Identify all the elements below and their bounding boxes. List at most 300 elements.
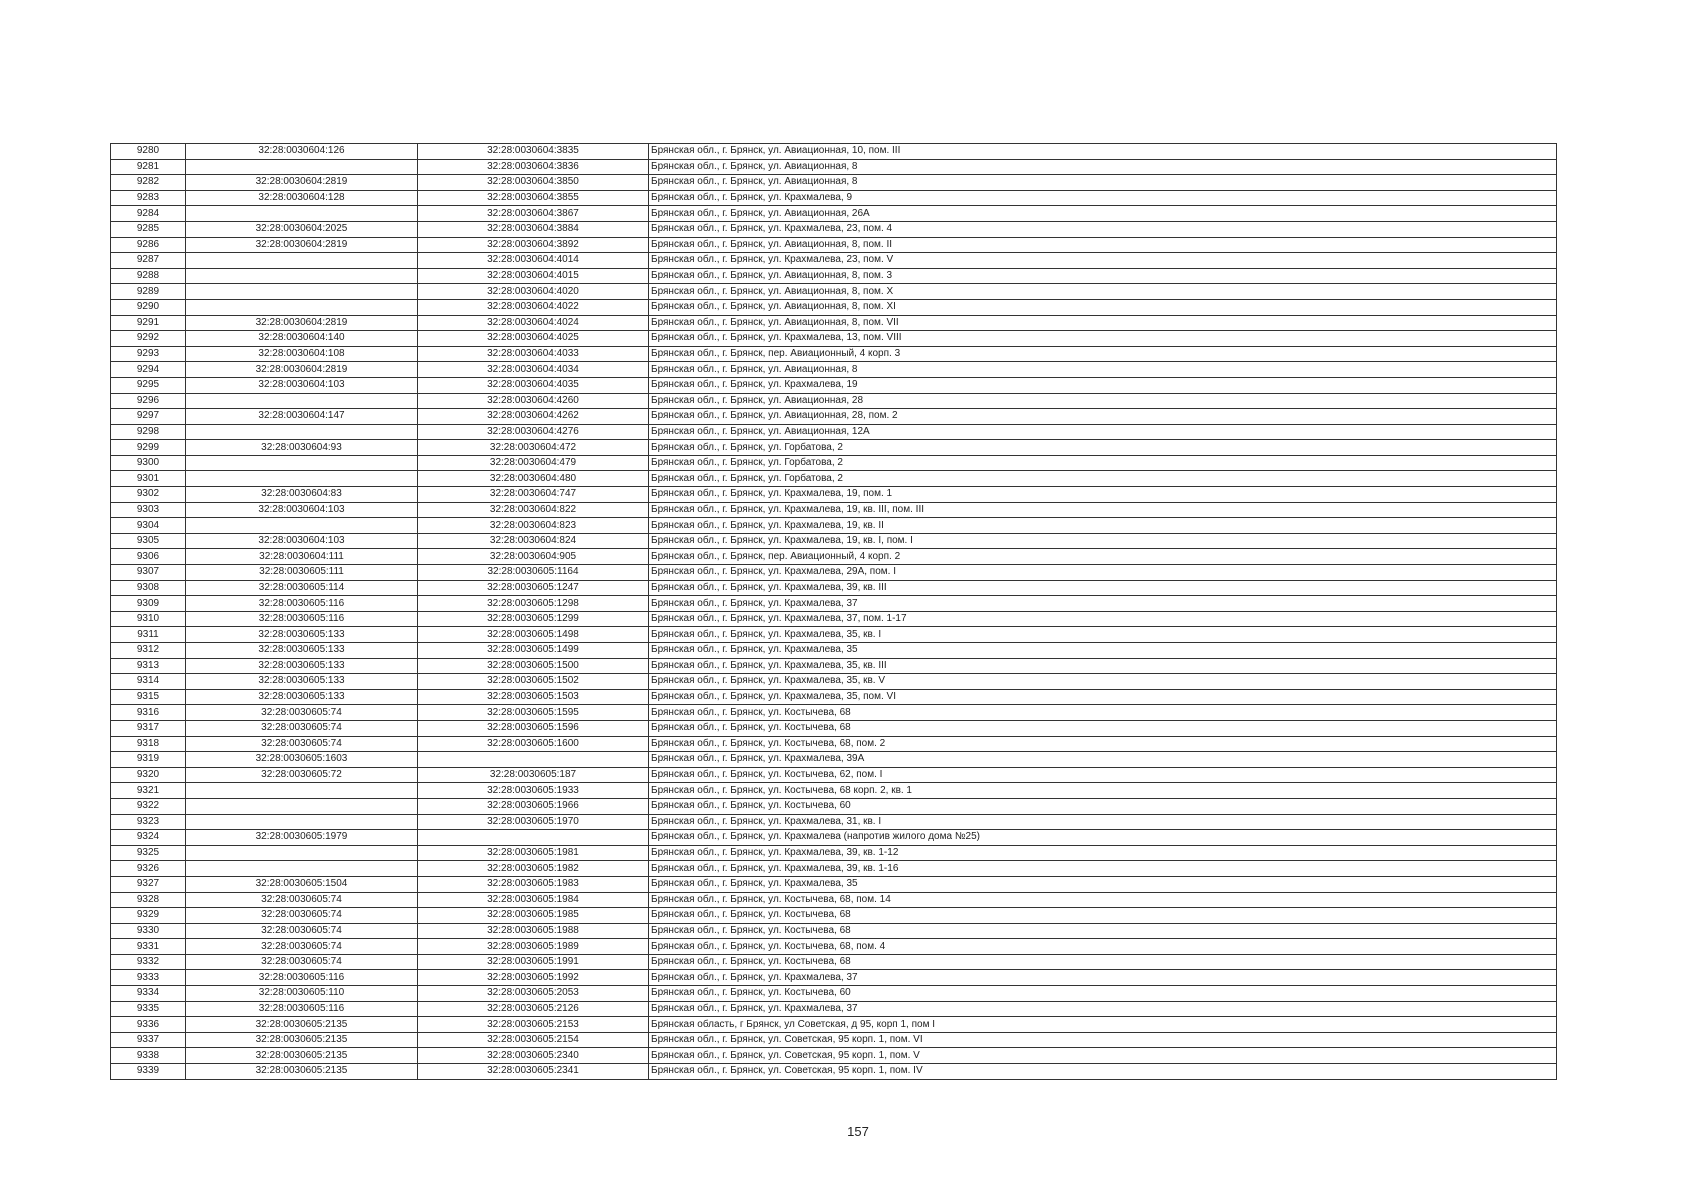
cadastral-number-cell: 32:28:0030605:2053 <box>418 986 649 1002</box>
table-row <box>111 549 1557 565</box>
table-row <box>111 299 1557 315</box>
cadastral-number-cell: 32:28:0030604:472 <box>418 440 649 456</box>
address-cell: Брянская обл., г. Брянск, ул. Авиационная, 28, пом. 2 <box>649 409 1557 425</box>
cadastral-number-cell: 32:28:0030605:1985 <box>418 908 649 924</box>
parent-cadastral-number-cell: 32:28:0030605:74 <box>186 720 418 736</box>
parent-cadastral-number-cell <box>186 253 418 269</box>
row-number-cell: 9307 <box>111 565 186 581</box>
address-cell: Брянская обл., г. Брянск, ул. Костычева, 62, пом. I <box>649 767 1557 783</box>
table-row <box>111 658 1557 674</box>
cadastral-number-cell: 32:28:0030604:3884 <box>418 221 649 237</box>
table-row <box>111 424 1557 440</box>
row-number-cell: 9289 <box>111 284 186 300</box>
parent-cadastral-number-cell: 32:28:0030605:114 <box>186 580 418 596</box>
address-cell: Брянская обл., г. Брянск, ул. Авиационная, 10, пом. III <box>649 144 1557 160</box>
row-number-cell: 9322 <box>111 798 186 814</box>
row-number-cell: 9283 <box>111 190 186 206</box>
table-row <box>111 393 1557 409</box>
address-cell: Брянская обл., г. Брянск, ул. Крахмалева, 19, кв. III, пом. III <box>649 502 1557 518</box>
row-number-cell: 9319 <box>111 752 186 768</box>
parent-cadastral-number-cell: 32:28:0030604:103 <box>186 377 418 393</box>
parent-cadastral-number-cell: 32:28:0030605:2135 <box>186 1032 418 1048</box>
table-row <box>111 689 1557 705</box>
address-cell: Брянская обл., г. Брянск, ул. Крахмалева, 19, кв. I, пом. I <box>649 533 1557 549</box>
table-row <box>111 221 1557 237</box>
cadastral-number-cell: 32:28:0030604:3836 <box>418 159 649 175</box>
parent-cadastral-number-cell: 32:28:0030605:1603 <box>186 752 418 768</box>
parent-cadastral-number-cell: 32:28:0030605:116 <box>186 596 418 612</box>
parent-cadastral-number-cell <box>186 424 418 440</box>
parent-cadastral-number-cell: 32:28:0030604:2025 <box>186 221 418 237</box>
parent-cadastral-number-cell: 32:28:0030605:74 <box>186 923 418 939</box>
table-row <box>111 986 1557 1002</box>
address-cell: Брянская обл., г. Брянск, ул. Крахмалева, 35, пом. VI <box>649 689 1557 705</box>
row-number-cell: 9292 <box>111 331 186 347</box>
address-cell: Брянская обл., г. Брянск, ул. Костычева, 68, пом. 4 <box>649 939 1557 955</box>
row-number-cell: 9290 <box>111 299 186 315</box>
table-row <box>111 409 1557 425</box>
table-row <box>111 908 1557 924</box>
row-number-cell: 9294 <box>111 362 186 378</box>
row-number-cell: 9312 <box>111 643 186 659</box>
address-cell: Брянская обл., г. Брянск, ул. Авиационная, 8, пом. VII <box>649 315 1557 331</box>
cadastral-number-cell: 32:28:0030604:905 <box>418 549 649 565</box>
cadastral-number-cell: 32:28:0030604:4015 <box>418 268 649 284</box>
address-cell: Брянская обл., г. Брянск, ул. Крахмалева, 35 <box>649 876 1557 892</box>
cadastral-number-cell: 32:28:0030604:823 <box>418 518 649 534</box>
table-row <box>111 643 1557 659</box>
row-number-cell: 9316 <box>111 705 186 721</box>
cadastral-number-cell: 32:28:0030604:4024 <box>418 315 649 331</box>
row-number-cell: 9329 <box>111 908 186 924</box>
cadastral-number-cell: 32:28:0030605:1596 <box>418 720 649 736</box>
parent-cadastral-number-cell <box>186 284 418 300</box>
cadastral-number-cell <box>418 752 649 768</box>
table-row <box>111 377 1557 393</box>
parent-cadastral-number-cell <box>186 299 418 315</box>
address-cell: Брянская область, г Брянск, ул Советская, д 95, корп 1, пом I <box>649 1017 1557 1033</box>
row-number-cell: 9296 <box>111 393 186 409</box>
row-number-cell: 9298 <box>111 424 186 440</box>
row-number-cell: 9320 <box>111 767 186 783</box>
parent-cadastral-number-cell: 32:28:0030605:1979 <box>186 830 418 846</box>
address-cell: Брянская обл., г. Брянск, ул. Крахмалева, 35, кв. III <box>649 658 1557 674</box>
parent-cadastral-number-cell: 32:28:0030605:116 <box>186 970 418 986</box>
cadastral-number-cell: 32:28:0030605:1992 <box>418 970 649 986</box>
row-number-cell: 9334 <box>111 986 186 1002</box>
table-row <box>111 892 1557 908</box>
table-row <box>111 611 1557 627</box>
cadastral-number-cell: 32:28:0030605:1989 <box>418 939 649 955</box>
cadastral-number-cell: 32:28:0030605:1970 <box>418 814 649 830</box>
parent-cadastral-number-cell: 32:28:0030604:108 <box>186 346 418 362</box>
cadastral-number-cell: 32:28:0030604:4014 <box>418 253 649 269</box>
cadastral-number-cell: 32:28:0030604:4034 <box>418 362 649 378</box>
row-number-cell: 9318 <box>111 736 186 752</box>
address-cell: Брянская обл., г. Брянск, ул. Крахмалева, 35 <box>649 643 1557 659</box>
parent-cadastral-number-cell <box>186 455 418 471</box>
cadastral-number-cell: 32:28:0030604:3867 <box>418 206 649 222</box>
table-row <box>111 518 1557 534</box>
address-cell: Брянская обл., г. Брянск, ул. Авиационная, 8, пом. X <box>649 284 1557 300</box>
row-number-cell: 9338 <box>111 1048 186 1064</box>
row-number-cell: 9284 <box>111 206 186 222</box>
row-number-cell: 9336 <box>111 1017 186 1033</box>
table-row <box>111 767 1557 783</box>
parent-cadastral-number-cell: 32:28:0030605:133 <box>186 643 418 659</box>
address-cell: Брянская обл., г. Брянск, ул. Костычева, 68 корп. 2, кв. 1 <box>649 783 1557 799</box>
table-row <box>111 346 1557 362</box>
cadastral-number-cell: 32:28:0030605:1991 <box>418 954 649 970</box>
cadastral-number-cell: 32:28:0030605:1984 <box>418 892 649 908</box>
parent-cadastral-number-cell: 32:28:0030605:72 <box>186 767 418 783</box>
address-cell: Брянская обл., г. Брянск, ул. Крахмалева, 37, пом. 1-17 <box>649 611 1557 627</box>
cadastral-number-cell: 32:28:0030605:1298 <box>418 596 649 612</box>
parent-cadastral-number-cell: 32:28:0030604:93 <box>186 440 418 456</box>
parent-cadastral-number-cell: 32:28:0030605:2135 <box>186 1064 418 1080</box>
parent-cadastral-number-cell <box>186 159 418 175</box>
parent-cadastral-number-cell <box>186 393 418 409</box>
row-number-cell: 9326 <box>111 861 186 877</box>
table-row <box>111 253 1557 269</box>
table-row <box>111 565 1557 581</box>
parent-cadastral-number-cell <box>186 206 418 222</box>
row-number-cell: 9324 <box>111 830 186 846</box>
row-number-cell: 9285 <box>111 221 186 237</box>
row-number-cell: 9293 <box>111 346 186 362</box>
cadastral-number-cell: 32:28:0030605:187 <box>418 767 649 783</box>
address-cell: Брянская обл., г. Брянск, ул. Авиационная, 28 <box>649 393 1557 409</box>
parent-cadastral-number-cell: 32:28:0030605:133 <box>186 689 418 705</box>
row-number-cell: 9308 <box>111 580 186 596</box>
address-cell: Брянская обл., г. Брянск, ул. Авиационная, 8 <box>649 175 1557 191</box>
address-cell: Брянская обл., г. Брянск, ул. Костычева, 68 <box>649 705 1557 721</box>
cadastral-number-cell: 32:28:0030605:1247 <box>418 580 649 596</box>
table-row <box>111 596 1557 612</box>
cadastral-number-cell: 32:28:0030604:3850 <box>418 175 649 191</box>
cadastral-number-cell: 32:28:0030605:1500 <box>418 658 649 674</box>
cadastral-number-cell: 32:28:0030605:1164 <box>418 565 649 581</box>
row-number-cell: 9301 <box>111 471 186 487</box>
cadastral-number-cell: 32:28:0030605:1988 <box>418 923 649 939</box>
table-row <box>111 876 1557 892</box>
table-row <box>111 1001 1557 1017</box>
cadastral-number-cell: 32:28:0030604:4033 <box>418 346 649 362</box>
address-cell: Брянская обл., г. Брянск, ул. Костычева, 60 <box>649 798 1557 814</box>
row-number-cell: 9313 <box>111 658 186 674</box>
parent-cadastral-number-cell: 32:28:0030604:2819 <box>186 362 418 378</box>
cadastral-number-cell: 32:28:0030605:1600 <box>418 736 649 752</box>
row-number-cell: 9337 <box>111 1032 186 1048</box>
table-row <box>111 1017 1557 1033</box>
address-cell: Брянская обл., г. Брянск, ул. Авиационная, 8 <box>649 362 1557 378</box>
address-cell: Брянская обл., г. Брянск, ул. Авиационная, 8 <box>649 159 1557 175</box>
parent-cadastral-number-cell <box>186 471 418 487</box>
table-row <box>111 455 1557 471</box>
cadastral-number-cell: 32:28:0030605:1299 <box>418 611 649 627</box>
table-row <box>111 814 1557 830</box>
cadastral-number-cell: 32:28:0030605:2126 <box>418 1001 649 1017</box>
parent-cadastral-number-cell: 32:28:0030604:83 <box>186 487 418 503</box>
cadastral-number-cell: 32:28:0030605:2154 <box>418 1032 649 1048</box>
parent-cadastral-number-cell: 32:28:0030604:103 <box>186 533 418 549</box>
cadastral-number-cell: 32:28:0030604:4020 <box>418 284 649 300</box>
address-cell: Брянская обл., г. Брянск, ул. Костычева, 60 <box>649 986 1557 1002</box>
row-number-cell: 9328 <box>111 892 186 908</box>
address-cell: Брянская обл., г. Брянск, ул. Крахмалева, 29А, пом. I <box>649 565 1557 581</box>
address-cell: Брянская обл., г. Брянск, ул. Авиационная, 8, пом. 3 <box>649 268 1557 284</box>
table-row <box>111 440 1557 456</box>
parent-cadastral-number-cell: 32:28:0030605:74 <box>186 939 418 955</box>
row-number-cell: 9286 <box>111 237 186 253</box>
address-cell: Брянская обл., г. Брянск, ул. Крахмалева, 35, кв. V <box>649 674 1557 690</box>
row-number-cell: 9299 <box>111 440 186 456</box>
address-cell: Брянская обл., г. Брянск, пер. Авиационный, 4 корп. 2 <box>649 549 1557 565</box>
cadastral-number-cell: 32:28:0030604:747 <box>418 487 649 503</box>
address-cell: Брянская обл., г. Брянск, ул. Костычева, 68 <box>649 954 1557 970</box>
row-number-cell: 9317 <box>111 720 186 736</box>
row-number-cell: 9305 <box>111 533 186 549</box>
cadastral-number-cell: 32:28:0030604:822 <box>418 502 649 518</box>
row-number-cell: 9314 <box>111 674 186 690</box>
row-number-cell: 9335 <box>111 1001 186 1017</box>
table-row <box>111 736 1557 752</box>
cadastral-number-cell: 32:28:0030605:1933 <box>418 783 649 799</box>
parent-cadastral-number-cell: 32:28:0030604:2819 <box>186 175 418 191</box>
cadastral-number-cell: 32:28:0030604:479 <box>418 455 649 471</box>
address-cell: Брянская обл., г. Брянск, ул. Крахмалева, 37 <box>649 1001 1557 1017</box>
address-cell: Брянская обл., г. Брянск, ул. Костычева, 68 <box>649 720 1557 736</box>
cadastral-table <box>110 143 1557 1080</box>
cadastral-number-cell: 32:28:0030604:4262 <box>418 409 649 425</box>
row-number-cell: 9323 <box>111 814 186 830</box>
cadastral-number-cell: 32:28:0030605:1503 <box>418 689 649 705</box>
address-cell: Брянская обл., г. Брянск, ул. Горбатова, 2 <box>649 471 1557 487</box>
table-row <box>111 471 1557 487</box>
address-cell: Брянская обл., г. Брянск, ул. Крахмалева, 31, кв. I <box>649 814 1557 830</box>
address-cell: Брянская обл., г. Брянск, ул. Крахмалева, 39А <box>649 752 1557 768</box>
table-row <box>111 362 1557 378</box>
address-cell: Брянская обл., г. Брянск, ул. Крахмалева, 39, кв. 1-12 <box>649 845 1557 861</box>
table-row <box>111 315 1557 331</box>
cadastral-number-cell: 32:28:0030605:2341 <box>418 1064 649 1080</box>
page-number: 157 <box>847 1124 869 1139</box>
address-cell: Брянская обл., г. Брянск, ул. Крахмалева, 9 <box>649 190 1557 206</box>
cadastral-number-cell: 32:28:0030604:3835 <box>418 144 649 160</box>
cadastral-number-cell: 32:28:0030604:3855 <box>418 190 649 206</box>
address-cell: Брянская обл., г. Брянск, ул. Костычева, 68, пом. 14 <box>649 892 1557 908</box>
table-row <box>111 783 1557 799</box>
cadastral-number-cell: 32:28:0030604:4025 <box>418 331 649 347</box>
row-number-cell: 9311 <box>111 627 186 643</box>
row-number-cell: 9321 <box>111 783 186 799</box>
parent-cadastral-number-cell <box>186 861 418 877</box>
cadastral-number-cell: 32:28:0030604:824 <box>418 533 649 549</box>
address-cell: Брянская обл., г. Брянск, ул. Крахмалева, 19 <box>649 377 1557 393</box>
table-row <box>111 674 1557 690</box>
parent-cadastral-number-cell: 32:28:0030605:110 <box>186 986 418 1002</box>
table-row <box>111 720 1557 736</box>
cadastral-number-cell: 32:28:0030605:1982 <box>418 861 649 877</box>
table-row <box>111 923 1557 939</box>
row-number-cell: 9315 <box>111 689 186 705</box>
table-row <box>111 502 1557 518</box>
table-row <box>111 190 1557 206</box>
cadastral-number-cell: 32:28:0030605:1499 <box>418 643 649 659</box>
address-cell: Брянская обл., г. Брянск, ул. Костычева, 68 <box>649 908 1557 924</box>
row-number-cell: 9288 <box>111 268 186 284</box>
row-number-cell: 9339 <box>111 1064 186 1080</box>
table-row <box>111 284 1557 300</box>
cadastral-number-cell: 32:28:0030604:3892 <box>418 237 649 253</box>
row-number-cell: 9303 <box>111 502 186 518</box>
cadastral-number-cell: 32:28:0030604:4035 <box>418 377 649 393</box>
parent-cadastral-number-cell <box>186 518 418 534</box>
address-cell: Брянская обл., г. Брянск, ул. Крахмалева, 23, пом. V <box>649 253 1557 269</box>
cadastral-number-cell: 32:28:0030605:1983 <box>418 876 649 892</box>
address-cell: Брянская обл., г. Брянск, ул. Крахмалева, 37 <box>649 596 1557 612</box>
address-cell: Брянская обл., г. Брянск, ул. Авиационная, 8, пом. XI <box>649 299 1557 315</box>
parent-cadastral-number-cell: 32:28:0030604:103 <box>186 502 418 518</box>
parent-cadastral-number-cell <box>186 783 418 799</box>
address-cell: Брянская обл., г. Брянск, ул. Крахмалева, 37 <box>649 970 1557 986</box>
row-number-cell: 9287 <box>111 253 186 269</box>
parent-cadastral-number-cell: 32:28:0030605:2135 <box>186 1048 418 1064</box>
parent-cadastral-number-cell: 32:28:0030604:2819 <box>186 237 418 253</box>
address-cell: Брянская обл., г. Брянск, ул. Крахмалева, 19, пом. 1 <box>649 487 1557 503</box>
address-cell: Брянская обл., г. Брянск, ул. Авиационная, 8, пом. II <box>649 237 1557 253</box>
table-row <box>111 237 1557 253</box>
address-cell: Брянская обл., г. Брянск, ул. Советская, 95 корп. 1, пом. V <box>649 1048 1557 1064</box>
table-row <box>111 861 1557 877</box>
row-number-cell: 9325 <box>111 845 186 861</box>
table-row <box>111 1064 1557 1080</box>
parent-cadastral-number-cell: 32:28:0030604:126 <box>186 144 418 160</box>
parent-cadastral-number-cell: 32:28:0030605:1504 <box>186 876 418 892</box>
row-number-cell: 9304 <box>111 518 186 534</box>
table-row <box>111 206 1557 222</box>
table-row <box>111 970 1557 986</box>
parent-cadastral-number-cell <box>186 845 418 861</box>
parent-cadastral-number-cell: 32:28:0030605:74 <box>186 892 418 908</box>
row-number-cell: 9295 <box>111 377 186 393</box>
table-row <box>111 830 1557 846</box>
address-cell: Брянская обл., г. Брянск, ул. Советская, 95 корп. 1, пом. IV <box>649 1064 1557 1080</box>
row-number-cell: 9297 <box>111 409 186 425</box>
parent-cadastral-number-cell: 32:28:0030605:74 <box>186 908 418 924</box>
row-number-cell: 9331 <box>111 939 186 955</box>
cadastral-number-cell <box>418 830 649 846</box>
table-row <box>111 798 1557 814</box>
address-cell: Брянская обл., г. Брянск, ул. Крахмалева, 19, кв. II <box>649 518 1557 534</box>
parent-cadastral-number-cell: 32:28:0030605:74 <box>186 954 418 970</box>
row-number-cell: 9333 <box>111 970 186 986</box>
address-cell: Брянская обл., г. Брянск, ул. Крахмалева, 39, кв. 1-16 <box>649 861 1557 877</box>
cadastral-number-cell: 32:28:0030604:4022 <box>418 299 649 315</box>
parent-cadastral-number-cell: 32:28:0030605:133 <box>186 658 418 674</box>
table-row <box>111 268 1557 284</box>
address-cell: Брянская обл., г. Брянск, ул. Авиационная, 12А <box>649 424 1557 440</box>
address-cell: Брянская обл., г. Брянск, ул. Крахмалева, 39, кв. III <box>649 580 1557 596</box>
parent-cadastral-number-cell: 32:28:0030605:133 <box>186 674 418 690</box>
table-row <box>111 175 1557 191</box>
table-row <box>111 1032 1557 1048</box>
parent-cadastral-number-cell <box>186 798 418 814</box>
cadastral-number-cell: 32:28:0030605:1595 <box>418 705 649 721</box>
address-cell: Брянская обл., г. Брянск, ул. Советская, 95 корп. 1, пом. VI <box>649 1032 1557 1048</box>
row-number-cell: 9330 <box>111 923 186 939</box>
address-cell: Брянская обл., г. Брянск, ул. Крахмалева, 13, пом. VIII <box>649 331 1557 347</box>
parent-cadastral-number-cell <box>186 814 418 830</box>
row-number-cell: 9281 <box>111 159 186 175</box>
cadastral-number-cell: 32:28:0030604:480 <box>418 471 649 487</box>
table-row <box>111 627 1557 643</box>
table-row <box>111 752 1557 768</box>
parent-cadastral-number-cell <box>186 268 418 284</box>
table-row <box>111 144 1557 160</box>
row-number-cell: 9302 <box>111 487 186 503</box>
table-body <box>111 144 1557 1080</box>
row-number-cell: 9291 <box>111 315 186 331</box>
parent-cadastral-number-cell: 32:28:0030604:147 <box>186 409 418 425</box>
table-row <box>111 331 1557 347</box>
cadastral-number-cell: 32:28:0030605:1966 <box>418 798 649 814</box>
parent-cadastral-number-cell: 32:28:0030605:116 <box>186 1001 418 1017</box>
parent-cadastral-number-cell: 32:28:0030605:116 <box>186 611 418 627</box>
cadastral-number-cell: 32:28:0030605:2153 <box>418 1017 649 1033</box>
row-number-cell: 9280 <box>111 144 186 160</box>
table-row <box>111 939 1557 955</box>
table-row <box>111 533 1557 549</box>
row-number-cell: 9306 <box>111 549 186 565</box>
address-cell: Брянская обл., г. Брянск, ул. Крахмалева, 23, пом. 4 <box>649 221 1557 237</box>
parent-cadastral-number-cell: 32:28:0030605:74 <box>186 705 418 721</box>
table-row <box>111 487 1557 503</box>
address-cell: Брянская обл., г. Брянск, ул. Костычева, 68 <box>649 923 1557 939</box>
row-number-cell: 9332 <box>111 954 186 970</box>
row-number-cell: 9300 <box>111 455 186 471</box>
parent-cadastral-number-cell: 32:28:0030604:128 <box>186 190 418 206</box>
cadastral-number-cell: 32:28:0030604:4276 <box>418 424 649 440</box>
table-row <box>111 580 1557 596</box>
cadastral-number-cell: 32:28:0030605:1498 <box>418 627 649 643</box>
parent-cadastral-number-cell: 32:28:0030605:74 <box>186 736 418 752</box>
table-row <box>111 954 1557 970</box>
address-cell: Брянская обл., г. Брянск, ул. Костычева, 68, пом. 2 <box>649 736 1557 752</box>
row-number-cell: 9282 <box>111 175 186 191</box>
row-number-cell: 9327 <box>111 876 186 892</box>
row-number-cell: 9310 <box>111 611 186 627</box>
parent-cadastral-number-cell: 32:28:0030605:111 <box>186 565 418 581</box>
cadastral-number-cell: 32:28:0030605:1981 <box>418 845 649 861</box>
table-row <box>111 705 1557 721</box>
table-row <box>111 159 1557 175</box>
cadastral-number-cell: 32:28:0030604:4260 <box>418 393 649 409</box>
table-row <box>111 1048 1557 1064</box>
cadastral-number-cell: 32:28:0030605:2340 <box>418 1048 649 1064</box>
parent-cadastral-number-cell: 32:28:0030604:111 <box>186 549 418 565</box>
address-cell: Брянская обл., г. Брянск, пер. Авиационный, 4 корп. 3 <box>649 346 1557 362</box>
parent-cadastral-number-cell: 32:28:0030605:133 <box>186 627 418 643</box>
address-cell: Брянская обл., г. Брянск, ул. Крахмалева, 35, кв. I <box>649 627 1557 643</box>
address-cell: Брянская обл., г. Брянск, ул. Крахмалева (напротив жилого дома №25) <box>649 830 1557 846</box>
address-cell: Брянская обл., г. Брянск, ул. Авиационная, 26А <box>649 206 1557 222</box>
parent-cadastral-number-cell: 32:28:0030604:2819 <box>186 315 418 331</box>
address-cell: Брянская обл., г. Брянск, ул. Горбатова, 2 <box>649 440 1557 456</box>
parent-cadastral-number-cell: 32:28:0030605:2135 <box>186 1017 418 1033</box>
cadastral-number-cell: 32:28:0030605:1502 <box>418 674 649 690</box>
parent-cadastral-number-cell: 32:28:0030604:140 <box>186 331 418 347</box>
